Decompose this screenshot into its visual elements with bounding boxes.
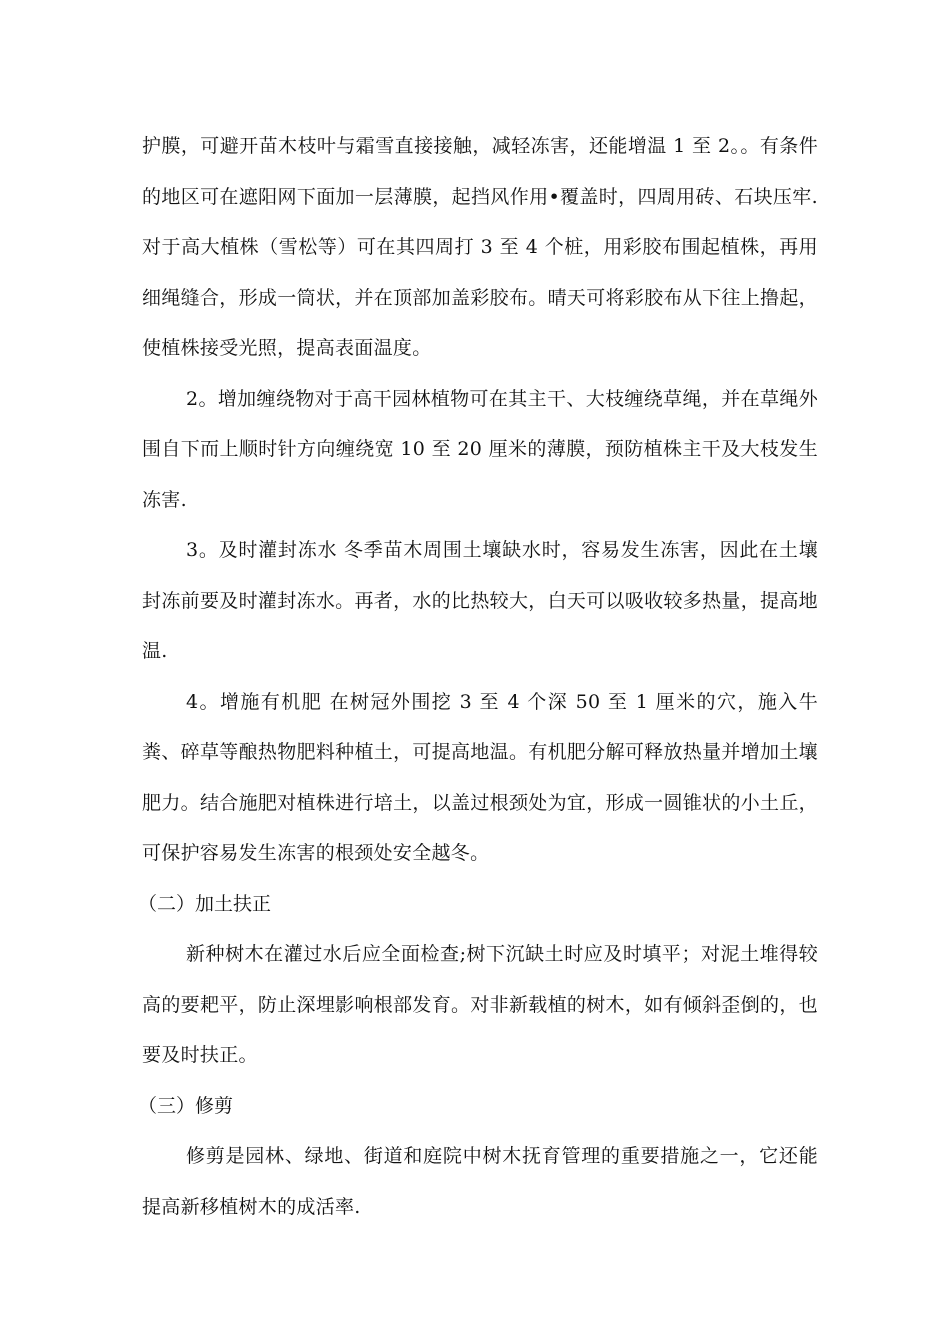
paragraph-covering-film: 护膜，可避开苗木枝叶与霜雪直接接触，减轻冻害，还能增温 1 至 2。。有条件的地区可在遮阳网下面加一层薄膜，起挡风作用•覆盖时，四周用砖、石块压牢. 对于高大植株（雪松等）可在其四周打 3 至 4 个桩，用彩胶布围起植株，再用细绳缝合，形成一筒状，并在顶部加盖彩胶布。晴天可将彩胶布从下往上撸起，使植株接受光照，提高表面温度。	[142, 135, 818, 359]
paragraph-soil-straighten: 新种树木在灌过水后应全面检查;树下沉缺土时应及时填平；对泥土堆得较高的要耙平，防止深埋影响根部发育。对非新载植的树木，如有倾斜歪倒的，也要及时扶正。	[142, 943, 818, 1066]
paragraph-pruning: 修剪是园林、绿地、街道和庭院中树木抚育管理的重要措施之一，它还能提高新移植树木的成活率.	[142, 1145, 818, 1218]
section-heading-pruning: （三）修剪	[138, 1094, 234, 1117]
section-heading-soil-straighten: （二）加土扶正	[138, 892, 272, 915]
document-body	[138, 121, 818, 1232]
paragraph-organic-fertilizer: 4。增施有机肥 在树冠外围挖 3 至 4 个深 50 至 1 厘米的穴，施入牛粪、碎草等酿热物肥料种植土，可提高地温。有机肥分解可释放热量并增加土壤肥力。结合施肥对植株进行培土，以盖过根颈处为宜，形成一圆锥状的小土丘，可保护容易发生冻害的根颈处安全越冬。	[142, 690, 818, 864]
paragraph-wrapping-material: 2。增加缠绕物对于高干园林植物可在其主干、大枝缠绕草绳，并在草绳外围自下而上顺时针方向缠绕宽 10 至 20 厘米的薄膜，预防植株主干及大枝发生冻害.	[142, 387, 818, 511]
paragraph-freeze-irrigation: 3。及时灌封冻水 冬季苗木周围土壤缺水时，容易发生冻害，因此在土壤封冻前要及时灌封冻水。再者，水的比热较大，白天可以吸收较多热量，提高地温.	[142, 539, 818, 662]
